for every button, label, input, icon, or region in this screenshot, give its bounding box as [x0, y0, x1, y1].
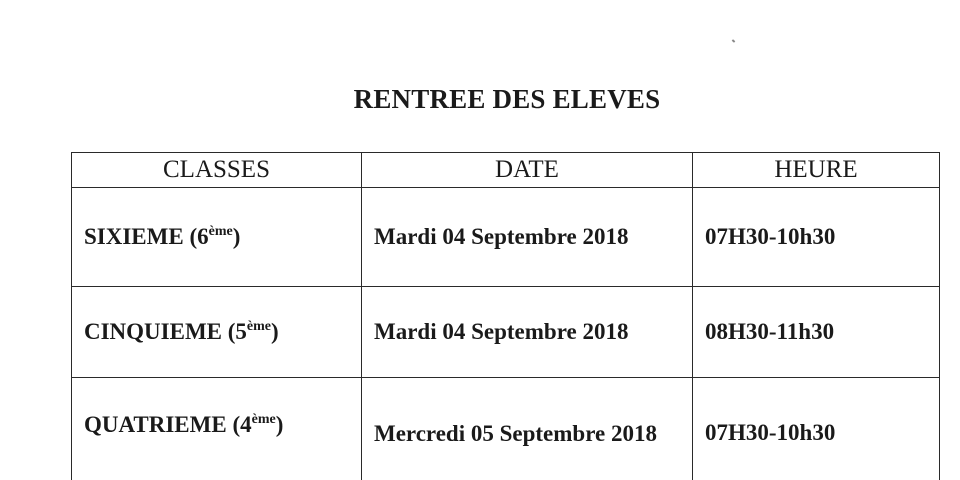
classe-cell	[72, 188, 362, 287]
classe-superscript: ème	[246, 319, 272, 334]
heure-cell	[693, 378, 940, 480]
schedule-table	[71, 152, 940, 480]
date-cell	[362, 378, 693, 480]
header-date: DATE	[362, 153, 693, 188]
table-row	[72, 378, 940, 480]
table-header-row	[72, 153, 940, 188]
document-title: RENTREE DES ELEVES	[353, 84, 661, 114]
classe-label: QUATRIEME (4	[84, 412, 252, 437]
header-heure: HEURE	[693, 153, 940, 188]
classe-label: CINQUIEME (5	[84, 319, 247, 344]
heure-cell	[693, 188, 940, 287]
classe-cell	[72, 378, 362, 480]
classe-superscript: ème	[208, 224, 233, 239]
date-label: Mardi 04 Septembre 2018	[374, 319, 629, 344]
classe-close: )	[232, 224, 241, 249]
classe-cell	[72, 287, 362, 378]
classe-superscript: ème	[251, 412, 276, 427]
header-classes: CLASSES	[72, 153, 362, 188]
classe-label: SIXIEME (6	[84, 224, 209, 249]
date-cell	[362, 287, 693, 378]
table-row	[72, 188, 940, 287]
heure-label: 07H30-10h30	[705, 420, 836, 445]
heure-label: 08H30-11h30	[705, 319, 835, 344]
classe-close: )	[271, 319, 279, 344]
date-label: Mardi 04 Septembre 2018	[374, 224, 629, 249]
heure-cell	[693, 287, 940, 378]
scan-speck	[732, 39, 736, 42]
table-row	[72, 287, 940, 378]
date-label: Mercredi 05 Septembre 2018	[374, 421, 657, 446]
heure-label: 07H30-10h30	[705, 224, 836, 249]
date-cell	[362, 188, 693, 287]
classe-close: )	[275, 412, 284, 437]
